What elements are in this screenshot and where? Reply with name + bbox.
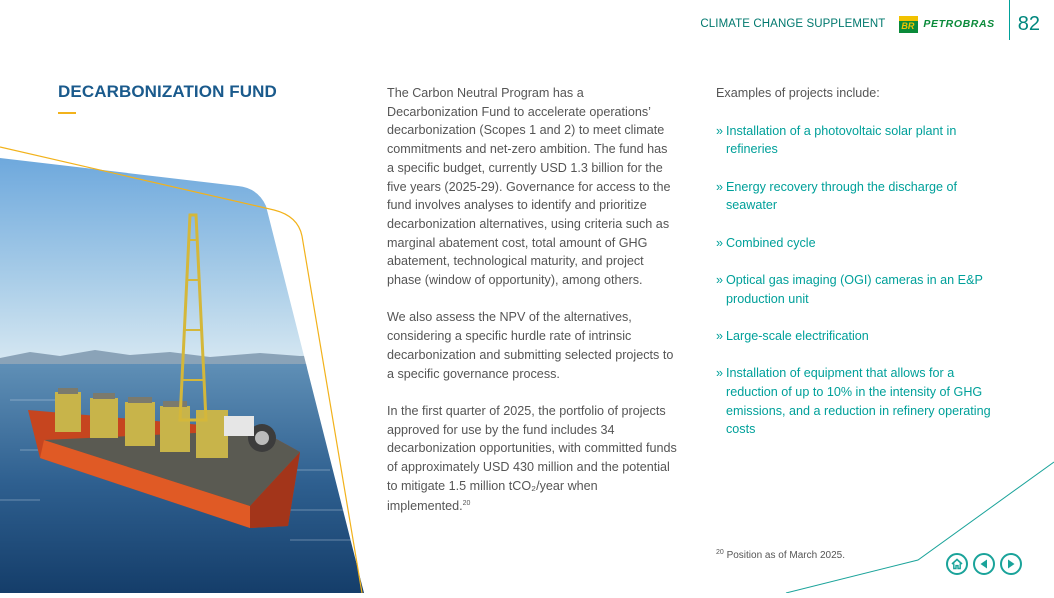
footnote — [716, 549, 845, 561]
paragraph-2: We also assess the NPV of the alternatives, considering a specific hurdle rate of intrinsic decarbonization and submitting selected projects to a specific governance process. — [387, 310, 674, 381]
bullet-icon: » — [716, 235, 724, 250]
page-navigation — [946, 553, 1022, 575]
page-header — [700, 10, 1040, 38]
triangle-left-icon — [978, 558, 990, 570]
footnote-text: Position as of March 2025. — [726, 550, 845, 561]
paragraph-3-text: In the first quarter of 2025, the portfolio of projects approved for use by the fund includes 34 decarbonization opportunities, with committed funds of approximately USD 430 million and the potential to mitigate 1.5 million tCO₂/year when implemented. — [387, 403, 677, 514]
fund-description — [387, 84, 677, 535]
header-divider — [1009, 0, 1010, 40]
page-number: 82 — [1017, 12, 1040, 35]
list-item: » Combined cycle — [716, 234, 1006, 253]
section-label: CLIMATE CHANGE SUPPLEMENT — [700, 18, 886, 30]
list-item: » Installation of a photovoltaic solar plant in refineries — [716, 123, 957, 157]
home-icon — [951, 558, 963, 570]
examples-intro: Examples of projects include: — [716, 86, 880, 100]
paragraph-3 — [387, 402, 677, 516]
footnote-reference[interactable]: 20 — [462, 500, 471, 508]
logo-text: PETROBRAS — [923, 18, 995, 30]
next-page-button[interactable] — [1000, 553, 1022, 575]
bullet-icon: » — [716, 179, 724, 194]
bullet-icon: » — [716, 273, 724, 287]
bullet-icon: » — [716, 329, 724, 343]
bullet-icon: » — [716, 123, 724, 138]
list-item: » Large-scale electrification — [716, 327, 1006, 346]
previous-page-button[interactable] — [973, 553, 995, 575]
list-item: » Energy recovery through the discharge of seawater — [716, 179, 958, 213]
br-logo-icon: BR — [899, 16, 918, 33]
examples-list — [716, 122, 1006, 439]
footnote-number: 20 — [716, 549, 724, 556]
examples-column — [716, 84, 1006, 458]
bullet-icon: » — [716, 366, 724, 381]
triangle-right-icon — [1005, 558, 1017, 570]
petrobras-logo — [899, 16, 994, 33]
list-item: » Optical gas imaging (OGI) cameras in an E&P production unit — [716, 273, 983, 306]
paragraph-1: The Carbon Neutral Program has a Decarbonization Fund to accelerate operations’ decarbonization (Scopes 1 and 2) to meet climate commitments and net-zero ambition. The fund has a specific budget, currently USD 1.3 billion for the five years (2025-29). Governance for access to the fund involves analyses to identify and prioritize decarbonization alternatives, using criteria such as marginal abatement cost, total amount of GHG abatement, technological maturity, and project phase (window of opportunity), among others. — [387, 86, 671, 288]
fpso-photo — [0, 0, 380, 593]
list-item: » Installation of equipment that allows for a reduction of up to 10% in the intensity of GHG emissions, and a reduction in refinery operating costs — [716, 366, 991, 437]
home-button[interactable] — [946, 553, 968, 575]
page-title: DECARBONIZATION FUND — [58, 82, 277, 101]
